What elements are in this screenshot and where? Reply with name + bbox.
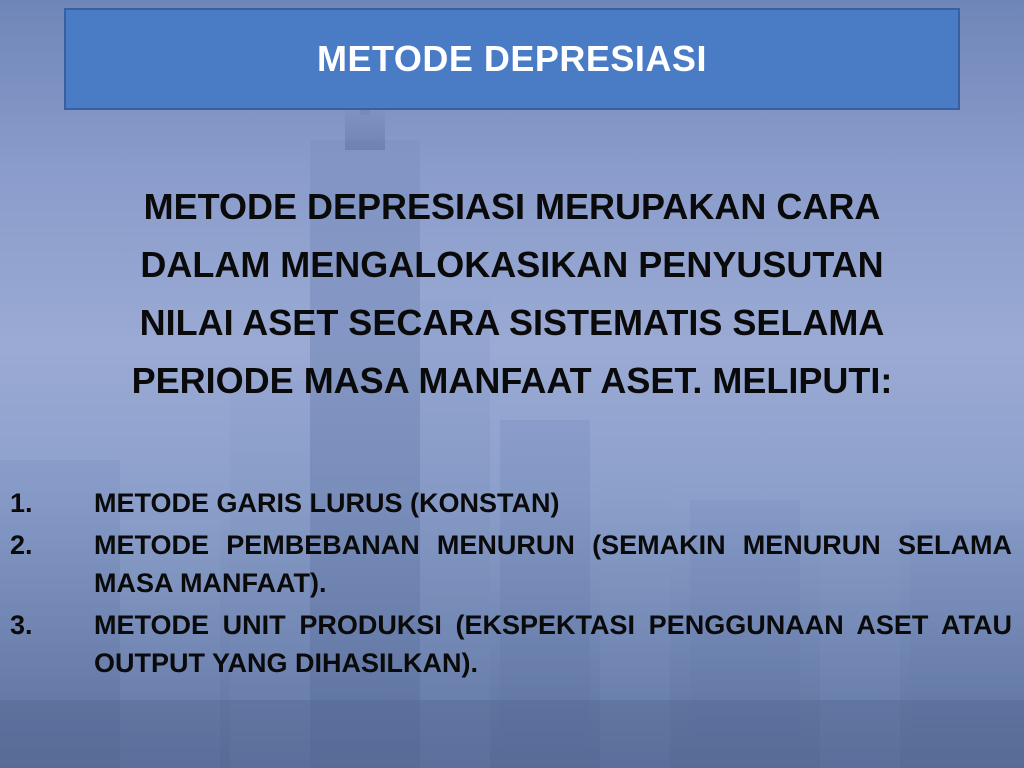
intro-line: NILAI ASET SECARA SISTEMATIS SELAMA [139, 302, 885, 343]
slide-title: METODE DEPRESIASI [317, 38, 707, 79]
list-item-number: 1. [10, 488, 33, 518]
list-item-text: METODE GARIS LURUS (KONSTAN) [94, 488, 560, 518]
intro-line: METODE DEPRESIASI MERUPAKAN CARA [143, 186, 881, 227]
title-banner [64, 8, 960, 110]
method-list [10, 484, 1012, 686]
intro-paragraph [20, 178, 1004, 410]
list-item-text: METODE PEMBEBANAN MENURUN (SEMAKIN MENURUN SELAMA MASA MANFAAT). [94, 530, 1012, 598]
list-item [10, 484, 1012, 522]
list-item [10, 526, 1012, 602]
list-item-number: 3. [10, 610, 33, 640]
list-item-text: METODE UNIT PRODUKSI (EKSPEKTASI PENGGUNAAN ASET ATAU OUTPUT YANG DIHASILKAN). [94, 610, 1012, 678]
intro-line: PERIODE MASA MANFAAT ASET. MELIPUTI: [131, 360, 893, 401]
intro-line: DALAM MENGALOKASIKAN PENYUSUTAN [140, 244, 884, 285]
list-item-number: 2. [10, 530, 33, 560]
list-item [10, 606, 1012, 682]
